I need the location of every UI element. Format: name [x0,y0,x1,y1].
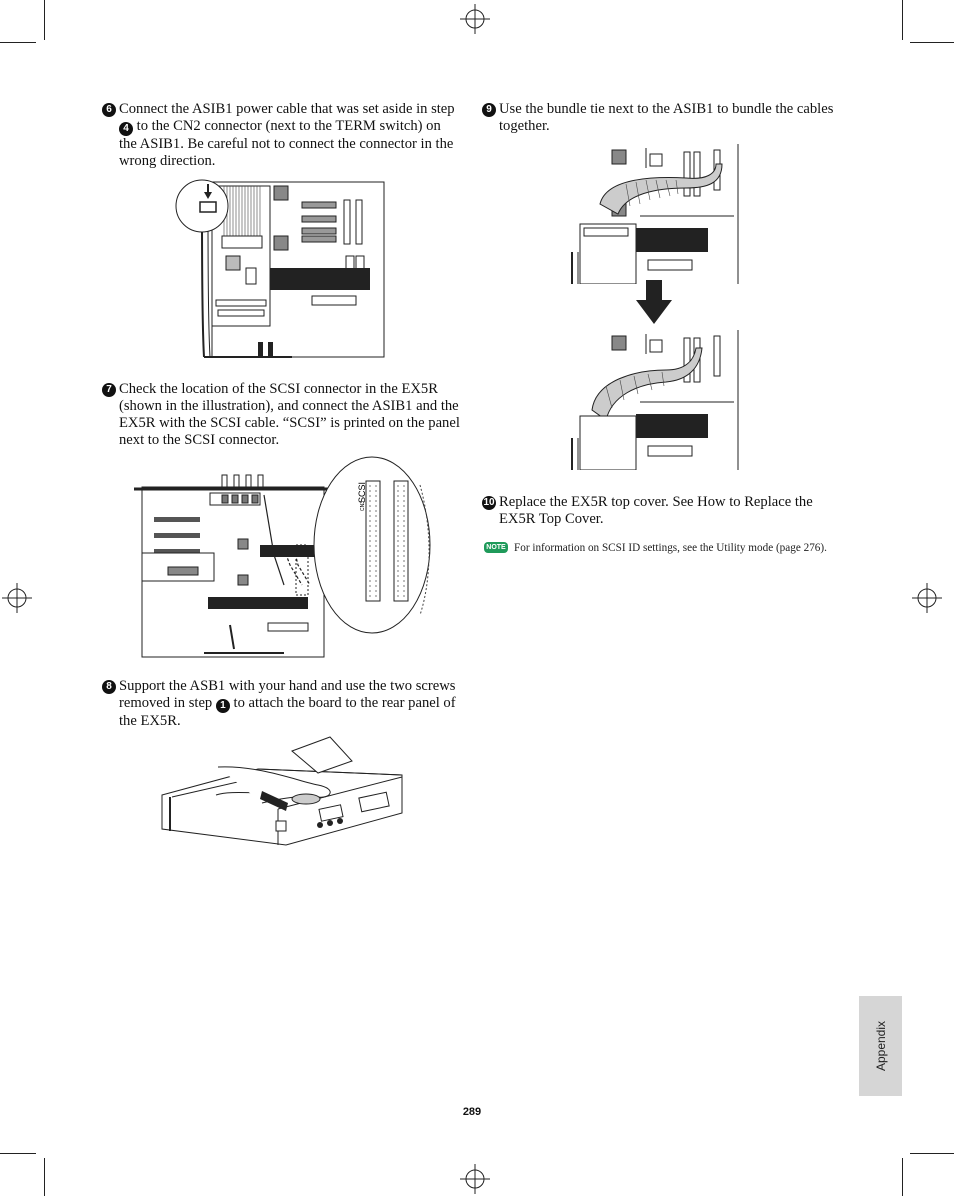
step-text: Replace the EX5R top cover. See How to Replace the EX5R Top Cover. [499,494,813,527]
crop-mark [910,1153,954,1154]
step-text: Use the bundle tie next to the ASIB1 to bundle the cables together. [499,101,834,134]
registration-mark-icon [912,583,942,613]
step-text: Check the location of the SCSI connector in the EX5R (shown in the illustration), and connect the ASIB1 and the EX5R with the SCSI cable. “SCSI” is printed on the panel next to the SCSI connector. [119,381,460,448]
step-8 [102,678,462,730]
step-number: 10 [483,497,495,508]
cn3-label: CN3 [360,500,366,511]
page-number: 289 [462,1106,482,1118]
figure-cn2-connection [172,172,392,362]
step-10 [482,494,842,528]
side-tab [859,996,902,1096]
step-7 [102,381,462,449]
crop-mark [44,0,45,40]
step-number: 6 [102,103,116,117]
crop-mark [44,1158,45,1196]
step-9 [482,101,842,135]
crop-mark [902,0,903,40]
scsi-label: SCSI [357,481,367,503]
step-reference: 4 [119,122,133,136]
figure-attach-board [158,733,408,853]
figure-bundle-before [566,144,744,284]
registration-mark-icon [460,4,490,34]
figure-scsi-cable [134,455,434,660]
crop-mark [910,42,954,43]
step-number: 9 [482,103,496,117]
step-6 [102,101,462,170]
note-text: For information on SCSI ID settings, see the Utility mode (page 276). [514,542,827,554]
crop-mark [0,1153,36,1154]
step-number: 8 [102,680,116,694]
figure-bundle-after [566,330,744,470]
crop-mark [0,42,36,43]
note [484,541,844,556]
step-text: Support the ASB1 with your hand and use the two screws removed in step 1 to attach the board to the rear panel of the EX5R. [119,678,456,729]
registration-mark-icon [460,1164,490,1194]
step-reference: 1 [216,699,230,713]
note-icon: NOTE [484,542,508,553]
crop-mark [902,1158,903,1196]
step-number: 7 [102,383,116,397]
registration-mark-icon [2,583,32,613]
step-text: Connect the ASIB1 power cable that was set aside in step 4 to the CN2 connector (next to the TERM switch) on the ASIB1. Be careful not to connect the connector in the wrong direction. [119,101,455,169]
down-arrow-icon [636,280,672,326]
side-tab-label: Appendix [873,1020,888,1072]
